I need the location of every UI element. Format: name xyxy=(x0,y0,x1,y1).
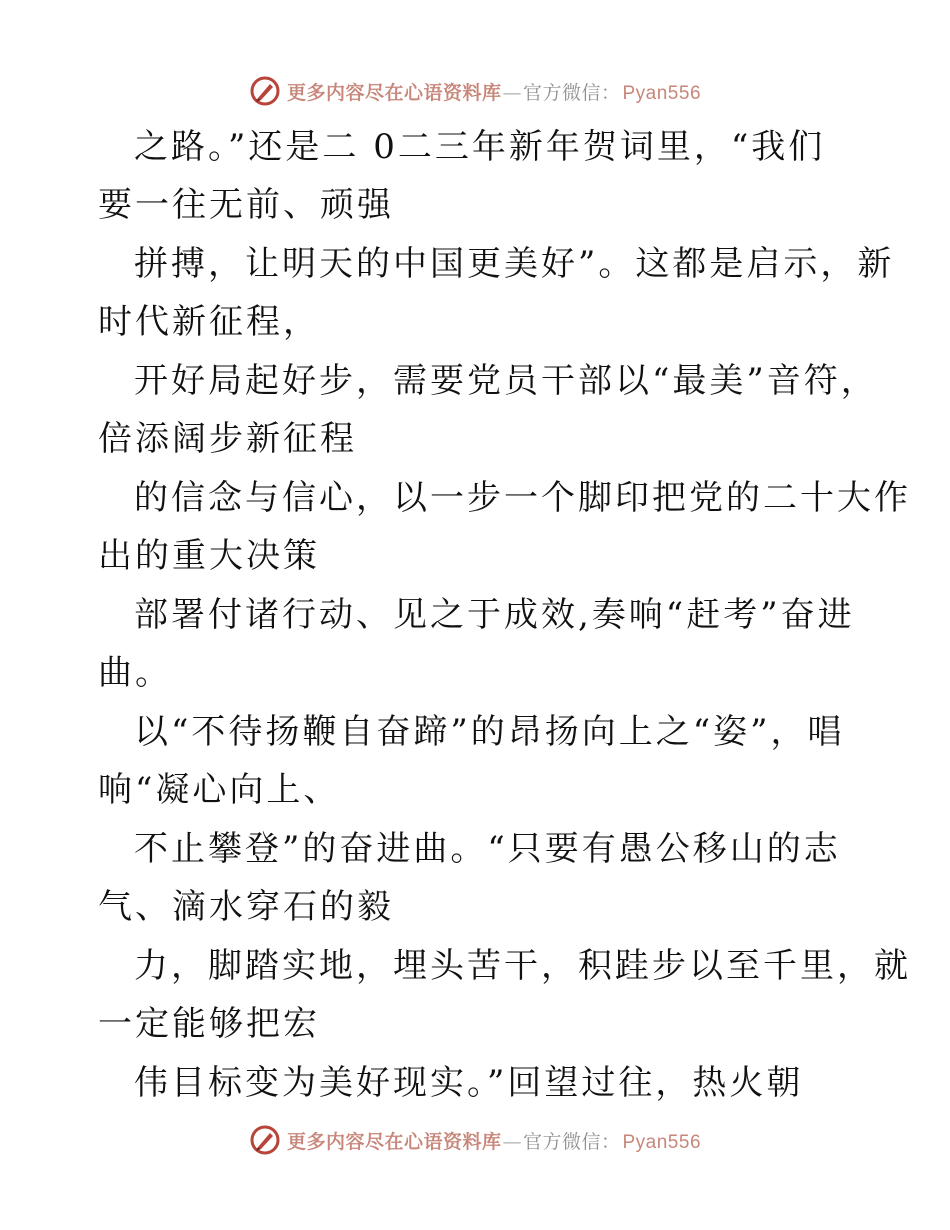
banner-site-name: 更多内容尽在心语资料库 xyxy=(286,1130,502,1153)
banner-official-label: 官方微信： xyxy=(522,1130,621,1153)
body-line: 倍添阔步新征程 xyxy=(98,419,357,459)
banner-official-label: 官方微信： xyxy=(522,81,621,104)
body-line: 一定能够把宏 xyxy=(98,1004,320,1044)
pen-circle-logo-icon xyxy=(249,75,281,107)
banner-wechat-id: Pyan556 xyxy=(622,1131,702,1153)
body-line: 的信念与信心，以一步一个脚印把党的二十大作 xyxy=(134,478,911,518)
body-line: 要一往无前、顽强 xyxy=(98,185,394,225)
body-line: 部署付诸行动、见之于成效,奏响“赶考”奋进 xyxy=(134,595,855,635)
body-line: 开好局起好步，需要党员干部以“最美”音符， xyxy=(134,361,878,401)
pen-circle-logo-icon xyxy=(249,1124,281,1156)
footer-banner xyxy=(0,1120,950,1160)
body-line: 之路。”还是二 0二三年新年贺词里，“我们 xyxy=(134,127,826,167)
header-banner xyxy=(0,71,950,111)
body-line: 曲。 xyxy=(98,653,172,693)
body-line: 时代新征程， xyxy=(98,302,320,342)
body-line: 以“不待扬鞭自奋蹄”的昂扬向上之“姿”，唱 xyxy=(134,712,845,752)
body-line: 出的重大决策 xyxy=(98,536,320,576)
body-line: 力，脚踏实地，埋头苦干，积跬步以至千里，就 xyxy=(134,946,911,986)
body-line: 拼搏，让明天的中国更美好”。这都是启示，新 xyxy=(134,244,895,284)
banner-site-name: 更多内容尽在心语资料库 xyxy=(286,81,502,104)
banner-dash: — xyxy=(502,81,522,104)
body-line: 气、滴水穿石的毅 xyxy=(98,887,394,927)
body-line: 伟目标变为美好现实。”回望过往，热火朝 xyxy=(134,1063,804,1103)
banner-dash: — xyxy=(502,1130,522,1153)
banner-wechat-id: Pyan556 xyxy=(622,82,702,104)
body-line: 响“凝心向上、 xyxy=(98,770,341,810)
body-line: 不止攀登”的奋进曲。“只要有愚公移山的志 xyxy=(134,829,841,869)
